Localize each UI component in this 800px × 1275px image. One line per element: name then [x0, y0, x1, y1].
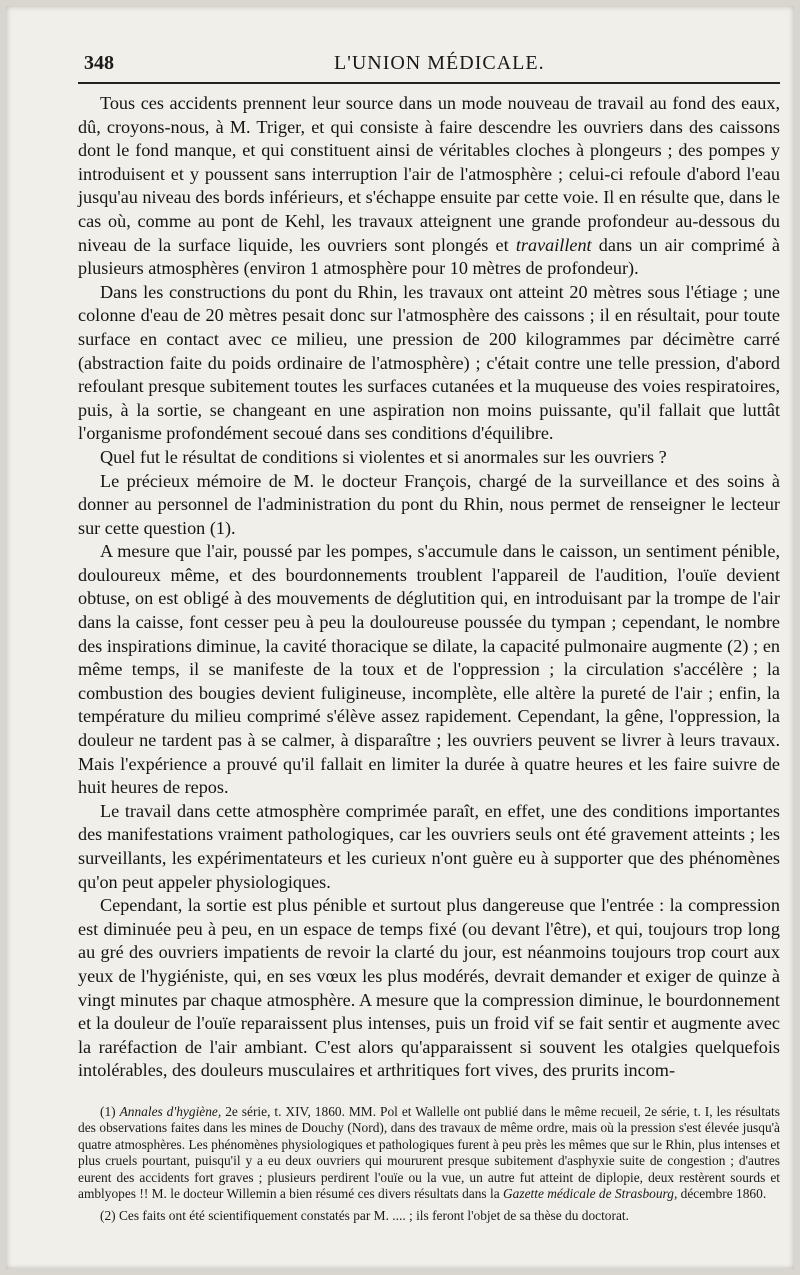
header-rule — [78, 82, 780, 84]
paragraph: Dans les constructions du pont du Rhin, les travaux ont atteint 20 mètres sous l'étiage ; une colonne d'eau de 20 mètres pesait donc sur l'atmosphère des caissons ; il en résultait, pour toute surface en contact avec ce milieu, une pression de 200 kilogrammes par décimètre carré (abstraction faite du poids ordinaire de l'atmosphère) ; c'était contre une telle pression, d'abord refoulant presque subitement toutes les surfaces cutanées et la muqueuse des voies respiratoires, puis, à la sortie, se changeant en une aspiration non moins puissante, qu'il fallait que luttât l'organisme profondément secoué dans ses conditions d'équilibre. — [78, 281, 780, 444]
paragraph: A mesure que l'air, poussé par les pompes, s'accumule dans le caisson, un sentiment pénible, douloureux même, et des bourdonnements troublent l'appareil de l'audition, l'ouïe devient obtuse, on est obligé à des mouvements de déglutition qui, en introduisant par la trompe de l'air dans la caisse, font cesser peu à peu la douloureuse poussée du tympan ; cependant, le nombre des inspirations diminue, la cavité thoracique se dilate, la capacité pulmonaire augmente (2) ; en même temps, il se manifeste de la toux et de l'oppression ; la circulation s'accélère ; la combustion des bougies devient fuligineuse, incomplète, elle altère la pureté de l'air ; enfin, la température du milieu comprimé s'élève assez rapidement. Cependant, la gêne, l'oppression, la douleur ne tardent pas à se calmer, à disparaître ; les ouvriers peuvent se livrer à leurs travaux. Mais l'expérience a prouvé qu'il fallait en limiter la durée à quatre heures et les faire suivre de huit heures de repos. — [78, 541, 780, 798]
italic-word: travaillent — [515, 234, 592, 255]
paragraph: Le travail dans cette atmosphère comprimée paraît, en effet, une des conditions importantes des manifestations vraiment pathologiques, car les ouvriers seuls ont été gravement atteints ; les surveillants, les expérimentateurs et les curieux n'ont guère eu à supporter que des phénomènes qu'on peut appeler physiologiques. — [78, 800, 780, 892]
running-title: L'UNION MÉDICALE. — [334, 52, 545, 74]
paragraph: Cependant, la sortie est plus pénible et surtout plus dangereuse que l'entrée : la compression est diminuée peu à peu, en un espace de temps fixé (ou devant l'être), et qui, toujours trop long au gré des ouvriers impatients de revoir la clarté du jour, est néanmoins toujours trop court aux yeux de l'hygiéniste, qui, en ses vœux les plus modérés, devrait demander et exiger de quinze à vingt minutes par chaque atmosphère. A mesure que la compression diminue, le bourdonnement et la douleur de l'ouïe reparaissent plus intenses, puis un froid vif se fait sentir et augmente avec la raréfaction de l'air ambiant. C'est alors qu'apparaissent si souvent les otalgies quelquefois intolérables, des douleurs musculaires et arthritiques fort vives, des prurits incom- — [78, 895, 780, 1081]
page-number: 348 — [84, 52, 114, 74]
page-header — [84, 50, 784, 80]
footnotes — [78, 1104, 780, 1225]
paragraph: Quel fut le résultat de conditions si violentes et si anormales sur les ouvriers ? — [100, 446, 667, 467]
paragraph: Le précieux mémoire de M. le docteur François, chargé de la surveillance et des soins à donner au personnel de l'administration du pont du Rhin, nous permet de renseigner le lecteur sur cette question (1). — [78, 470, 780, 538]
paragraph: Tous ces accidents prennent leur source dans un mode nouveau de travail au fond des eaux, dû, croyons-nous, à M. Triger, et qui consiste à faire descendre les ouvriers dans des caissons dont le fond manque, et qui constituent ainsi de véritables cloches à plongeurs ; des pompes y introduisent et y poussent sans interruption l'air de l'atmosphère ; celui-ci refoule d'abord l'eau jusqu'au niveau des bords inférieurs, et s'échappe ensuite par cette voie. Il en résulte que, dans le cas où, comme au pont de Kehl, les travaux atteignent une grande profondeur au-dessous du niveau de la surface liquide, les ouvriers sont plongés et travaillent dans un air comprimé à plusieurs atmosphères (environ 1 atmosphère pour 10 mètres de profondeur). — [78, 93, 780, 279]
footnote: (2) Ces faits ont été scientifiquement constatés par M. .... ; ils feront l'objet de sa thèse du doctorat. — [100, 1208, 629, 1224]
main-text — [78, 92, 780, 1083]
journal-title: Annales d'hygiène, — [119, 1104, 222, 1119]
journal-title: Gazette médicale de Strasbourg, — [503, 1186, 678, 1202]
footnote: (1) Annales d'hygiène, 2e série, t. XIV, 1860. MM. Pol et Wallelle ont publié dans le même recueil, 2e série, t. I, les résultats des observations faites dans les mines de Douchy (Nord), dans des travaux de même ordre, mais où la pression s'est élevée jusqu'à quatre atmosphères. Les phénomènes physiologiques et pathologiques furent à peu près les mêmes que sur le Rhin, plus intenses et plus cruels pourtant, puisqu'il y a eu deux ouvriers qui moururent presque subitement d'asphyxie suite de congestion ; d'autres eurent des accidents fort graves ; plusieurs perdirent l'ouïe ou la vue, un autre fut atteint de diplopie, deux restèrent sourds et amblyopes !! M. le docteur Willemin a bien résumé ces divers résultats dans la Gazette médicale de Strasbourg, décembre 1860. — [78, 1104, 780, 1202]
